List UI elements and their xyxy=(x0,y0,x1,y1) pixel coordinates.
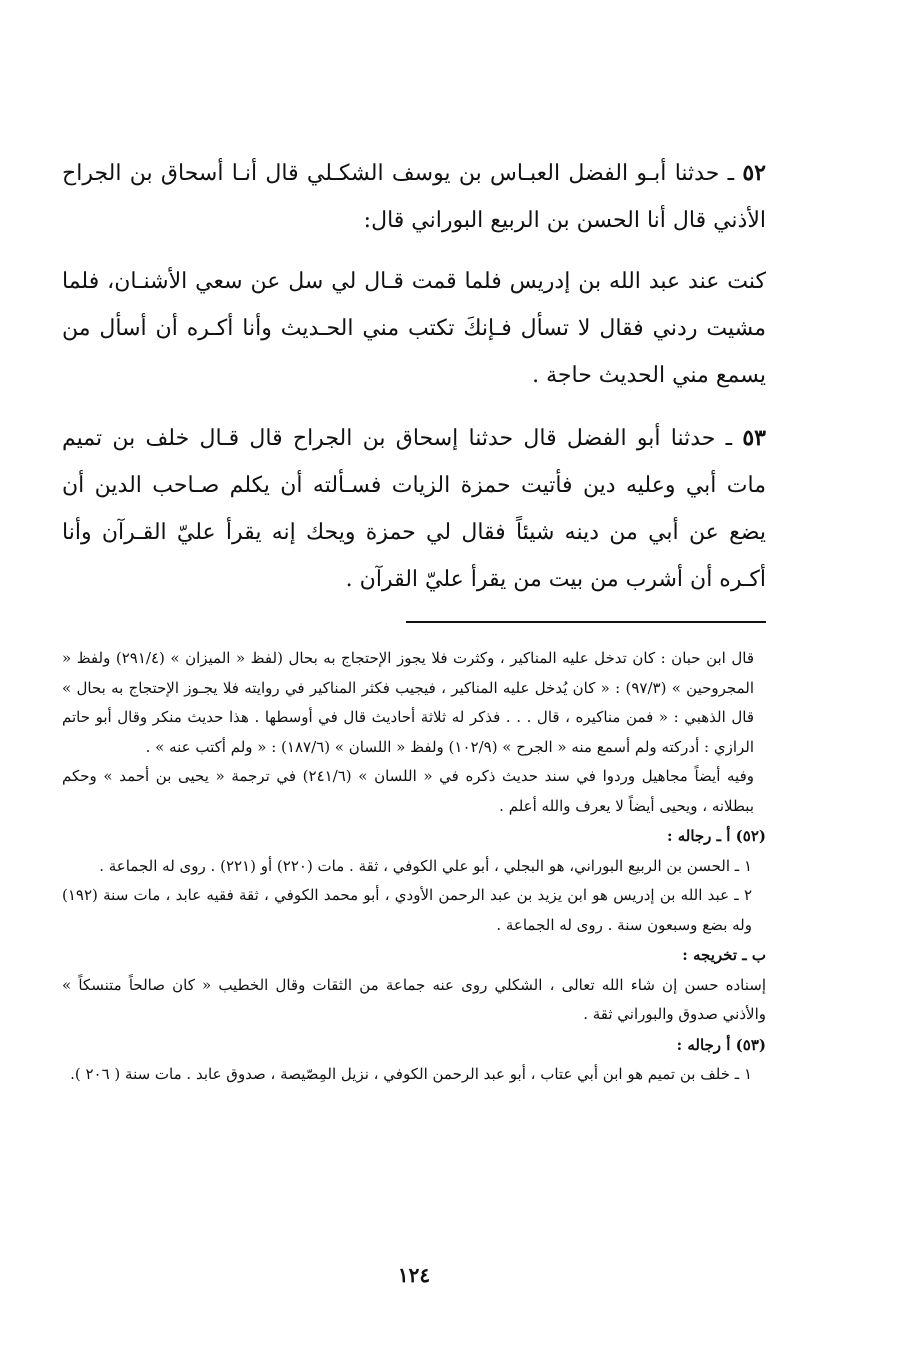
heading-takhrij: ب ـ تخريجه : xyxy=(682,946,766,964)
takhrij-text: إسناده حسن إن شاء الله تعالى ، الشكلي روى عنه جماعة من الثقات وقال الخطيب « كان صالحاً متنسكاً » والأذني صدوق والبوراني ثقة . xyxy=(62,975,766,1023)
hadith-52-chain xyxy=(62,150,766,244)
hadith-52-isnad: ـ حدثنا أبـو الفضل العبـاس بن يوسف الشكـلي قال أنـا أسحاق بن الجراح الأذني قال أنا الحسن بن الربيع البوراني قال: xyxy=(62,161,766,233)
footnote-majahil: وفيه أيضاً مجاهيل وردوا في سند حديث ذكره في « اللسان » (٢٤١/٦) في ترجمة « يحيى بن أحمد » وحكم ببطلانه ، ويحيى أيضاً لا يعرف والله أعلم . xyxy=(62,767,754,815)
heading-52-rijal: (٥٢) أ ـ رجاله : xyxy=(666,827,766,845)
main-text xyxy=(62,150,766,603)
footnotes xyxy=(62,644,766,1090)
heading-53-rijal: (٥٣) أ رجاله : xyxy=(676,1035,766,1054)
hadith-53-number: ٥٣ xyxy=(742,425,766,451)
book-page xyxy=(62,0,766,1369)
rijal-52-item-1: ١ ـ الحسن بن الربيع البوراني، هو البجلي ، أبو علي الكوفي ، ثقة . مات (٢٢٠) أو (٢٢١) . روى له الجماعة . xyxy=(99,856,752,875)
footnote-ibn-hibban: قال ابن حبان : كان تدخل عليه المناكير ، وكثرت فلا يجوز الإحتجاج به بحال (لفظ « الميزان » (٢٩١/٤) ولفظ « المجروحين » (٩٧/٣) : « كان يُدخل عليه المناكير ، فيجيب فكثر المناكير في روايته فلا يجـوز الإحتجاج به بحال » قال الذهبي : « فمن مناكيره ، قال . . . فذكر له ثلاثة أحاديث قال في أوسطها . هذا حديث منكر وقال أبو حاتم الرازي : أدركته ولم أسمع منه « الجرح » (١٠٢/٩) ولفظ « اللسان » (١٨٧/٦) : « ولم أكتب عنه » . xyxy=(62,649,754,756)
hadith-52-number: ٥٢ xyxy=(742,160,766,186)
rijal-52-item-2: ٢ ـ عبد الله بن إدريس هو ابن يزيد بن عبد الرحمن الأودي ، أبو محمد الكوفي ، ثقة فقيه عابد ، مات سنة (١٩٢) وله بضع وسبعون سنة . روى له الجماعة . xyxy=(62,886,752,934)
hadith-53 xyxy=(62,415,766,603)
page-number: ١٢٤ xyxy=(397,1263,431,1287)
footnote-separator xyxy=(406,621,766,623)
hadith-53-text: ـ حدثنا أبو الفضل قال حدثنا إسحاق بن الجراح قال قـال خلف بن تميم مات أبي وعليه دين فأتيت حمزة الزيات فسـألته أن يكلم صـاحب الدين أن يضع عن أبي من دينه شيئاً فقال لي حمزة ويحك إنه يقرأ عليّ القـرآن وأنا أكـره أن أشرب من بيت من يقرأ عليّ القرآن . xyxy=(62,426,766,592)
hadith-52-body: كنت عند عبد الله بن إدريس فلما قمت قـال لي سل عن سعي الأشنـان، فلما مشيت ردني فقال لا تسأل فـإنكَ تكتب مني الحـديث وأنا أكـره أن أسأل من يسمع مني الحديث حاجة . xyxy=(62,269,766,388)
rijal-53-item-1: ١ ـ خلف بن تميم هو ابن أبي عتاب ، أبو عبد الرحمن الكوفي ، نزيل المِصّيصة ، صدوق عابد . مات سنة ( ٢٠٦ ). xyxy=(70,1065,752,1083)
